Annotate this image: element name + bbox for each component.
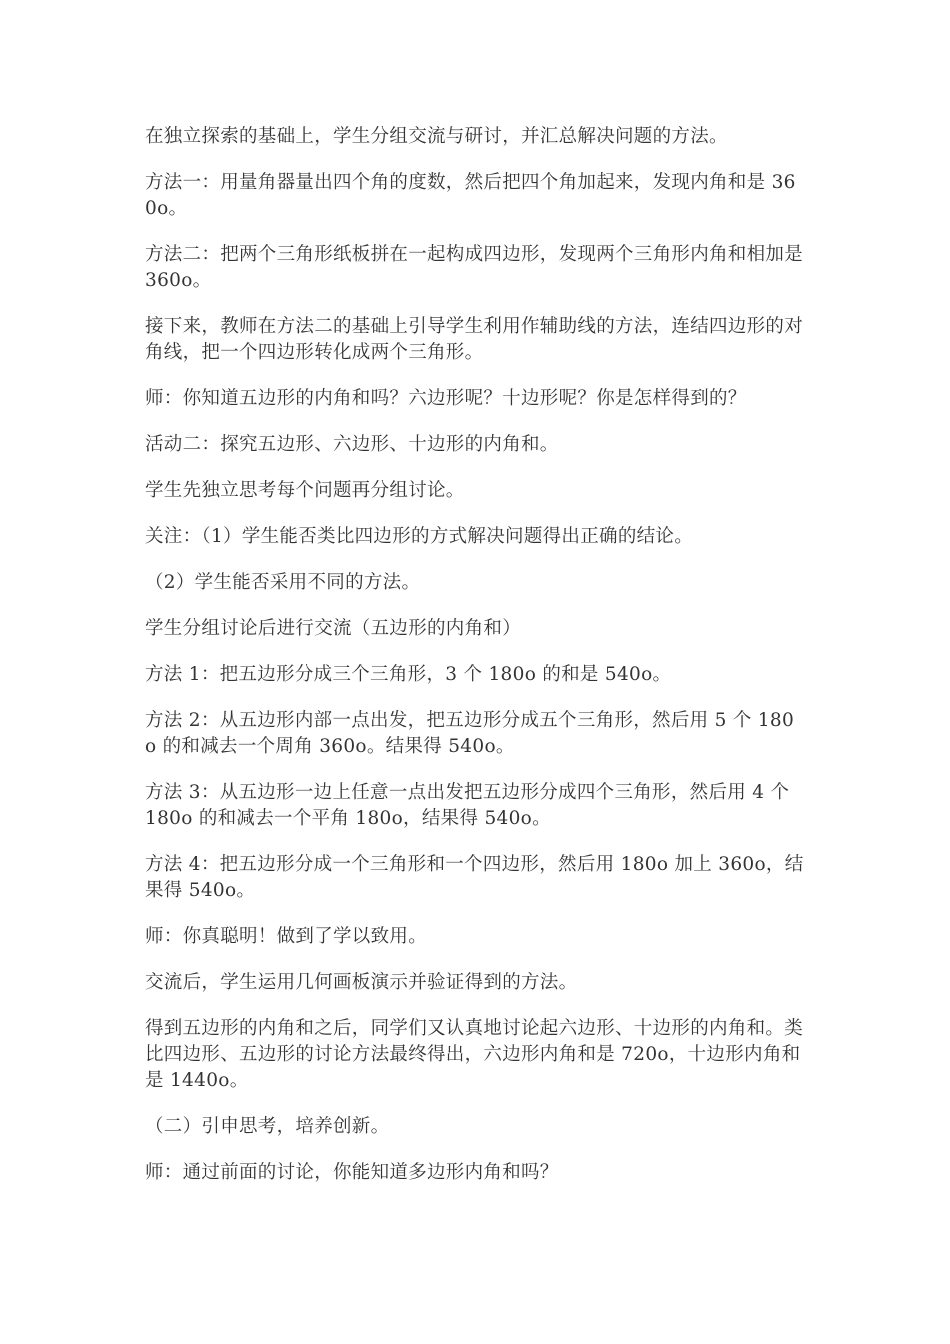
paragraph: 方法一：用量角器量出四个角的度数，然后把四个角加起来，发现内角和是 360o。 [145, 172, 796, 219]
paragraph: 师：你知道五边形的内角和吗？六边形呢？十边形呢？你是怎样得到的？ [145, 388, 747, 409]
paragraph: 接下来，教师在方法二的基础上引导学生利用作辅助线的方法，连结四边形的对角线，把一个四边形转化成两个三角形。 [145, 316, 804, 363]
paragraph: 师：通过前面的讨论，你能知道多边形内角和吗？ [145, 1162, 559, 1183]
paragraph: 得到五边形的内角和之后，同学们又认真地讨论起六边形、十边形的内角和。类比四边形、五边形的讨论方法最终得出，六边形内角和是 720o，十边形内角和是 1440o。 [145, 1018, 804, 1091]
paragraph: 师：你真聪明！做到了学以致用。 [145, 926, 428, 947]
paragraph: （2）学生能否采用不同的方法。 [145, 572, 421, 593]
paragraph: 活动二：探究五边形、六边形、十边形的内角和。 [145, 434, 559, 455]
paragraph: 关注：（1）学生能否类比四边形的方式解决问题得出正确的结论。 [145, 526, 694, 547]
document-body [145, 124, 805, 1206]
paragraph: （二）引申思考，培养创新。 [145, 1116, 390, 1137]
paragraph: 方法 1：把五边形分成三个三角形，3 个 180o 的和是 540o。 [145, 664, 672, 685]
paragraph: 方法 4：把五边形分成一个三角形和一个四边形，然后用 180o 加上 360o，结果得 540o。 [145, 854, 804, 901]
paragraph: 在独立探索的基础上，学生分组交流与研讨，并汇总解决问题的方法。 [145, 126, 728, 147]
paragraph: 交流后，学生运用几何画板演示并验证得到的方法。 [145, 972, 578, 993]
paragraph: 学生分组讨论后进行交流（五边形的内角和） [145, 618, 522, 639]
paragraph: 方法 2：从五边形内部一点出发，把五边形分成五个三角形，然后用 5 个 180o 的和减去一个周角 360o。结果得 540o。 [145, 710, 795, 757]
paragraph: 方法 3：从五边形一边上任意一点出发把五边形分成四个三角形，然后用 4 个 180o 的和减去一个平角 180o，结果得 540o。 [145, 782, 790, 829]
paragraph: 方法二：把两个三角形纸板拼在一起构成四边形，发现两个三角形内角和相加是 360o。 [145, 244, 804, 291]
paragraph: 学生先独立思考每个问题再分组讨论。 [145, 480, 465, 501]
